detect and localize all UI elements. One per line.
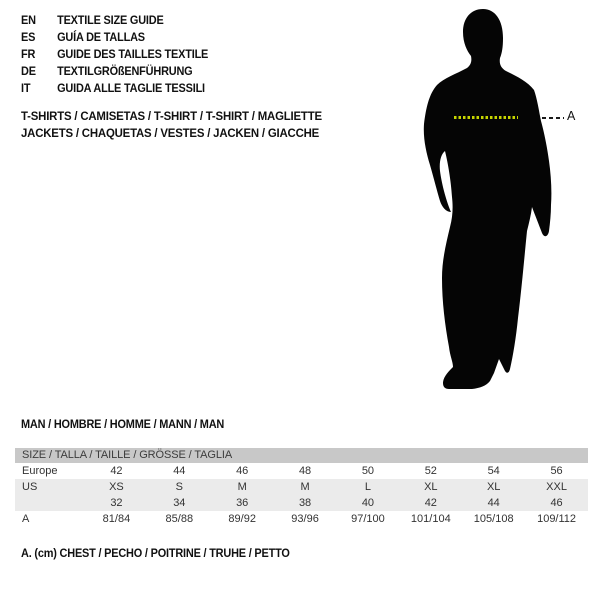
language-row bbox=[21, 63, 208, 80]
size-cell: 40 bbox=[361, 497, 375, 509]
size-cell: 34 bbox=[173, 497, 186, 509]
size-cell: 93/96 bbox=[291, 513, 319, 525]
man-silhouette bbox=[410, 0, 590, 400]
language-row bbox=[21, 29, 208, 46]
language-label: TEXTILE SIZE GUIDE bbox=[57, 14, 164, 27]
size-cell: 44 bbox=[487, 497, 500, 509]
size-cell: 36 bbox=[236, 497, 249, 509]
language-list bbox=[21, 12, 208, 97]
language-row bbox=[21, 80, 208, 97]
table-row-europe bbox=[15, 463, 588, 479]
size-cell: 56 bbox=[550, 465, 563, 477]
size-cell: XL bbox=[486, 481, 501, 493]
size-cell: 46 bbox=[236, 465, 249, 477]
size-cell: XS bbox=[109, 481, 124, 493]
row-label bbox=[15, 495, 85, 511]
language-label: GUÍA DE TALLAS bbox=[57, 31, 145, 44]
size-cell: 54 bbox=[487, 465, 500, 477]
size-cell: M bbox=[300, 481, 310, 493]
language-label: GUIDE DES TAILLES TEXTILE bbox=[57, 48, 209, 61]
size-cell: 48 bbox=[298, 465, 312, 477]
row-label: Europe bbox=[22, 465, 58, 477]
size-cell: 109/112 bbox=[537, 513, 577, 525]
category-lines bbox=[21, 108, 322, 142]
size-cell: M bbox=[237, 481, 247, 493]
language-code: ES bbox=[21, 31, 36, 44]
row-label: A bbox=[22, 513, 30, 525]
category-line-jackets: JACKETS / CHAQUETAS / VESTES / JACKEN / GIACCHE bbox=[21, 126, 320, 140]
section-title-man: MAN / HOMBRE / HOMME / MANN / MAN bbox=[21, 419, 225, 431]
size-cell: L bbox=[364, 481, 371, 493]
size-cell: 89/92 bbox=[228, 513, 256, 525]
language-code: FR bbox=[21, 48, 36, 61]
size-cell: 52 bbox=[424, 465, 437, 477]
language-label: TEXTILGRÖßENFÜHRUNG bbox=[57, 65, 193, 78]
chest-measure-line-accent bbox=[454, 116, 518, 119]
size-cell: 42 bbox=[424, 497, 437, 509]
size-cell: XXL bbox=[546, 481, 567, 493]
size-table bbox=[15, 448, 588, 527]
size-cell: 50 bbox=[361, 465, 375, 477]
size-cell: 85/88 bbox=[165, 513, 194, 525]
language-label: GUIDA ALLE TAGLIE TESSILI bbox=[57, 82, 205, 95]
category-line-tshirts: T-SHIRTS / CAMISETAS / T-SHIRT / T-SHIRT / MAGLIETTE bbox=[21, 109, 322, 123]
row-label: US bbox=[22, 481, 38, 493]
measure-a-label: A bbox=[567, 109, 576, 123]
table-row-intl bbox=[15, 495, 588, 511]
size-cell: 46 bbox=[550, 497, 563, 509]
table-band bbox=[15, 479, 588, 511]
size-cell: 42 bbox=[110, 465, 123, 477]
size-figure bbox=[410, 0, 590, 400]
size-cell: 44 bbox=[173, 465, 186, 477]
table-row-us bbox=[15, 479, 588, 495]
chest-measure-line-outer bbox=[542, 117, 564, 119]
language-row bbox=[21, 12, 208, 29]
size-cell: 105/108 bbox=[473, 513, 514, 525]
size-table-header: SIZE / TALLA / TAILLE / GRÖSSE / TAGLIA bbox=[15, 448, 588, 463]
language-row bbox=[21, 46, 208, 63]
language-code: IT bbox=[21, 82, 31, 95]
size-cell: S bbox=[175, 481, 183, 493]
footnote-chest: A. (cm) CHEST / PECHO / POITRINE / TRUHE / PETTO bbox=[21, 548, 290, 560]
size-cell: 38 bbox=[298, 497, 312, 509]
language-code: DE bbox=[21, 65, 36, 78]
language-code: EN bbox=[21, 14, 36, 27]
size-cell: 97/100 bbox=[351, 513, 385, 525]
size-cell: 81/84 bbox=[102, 513, 131, 525]
size-cell: 32 bbox=[110, 497, 123, 509]
size-cell: 101/104 bbox=[410, 513, 451, 525]
size-cell: XL bbox=[424, 481, 438, 493]
table-row-a bbox=[15, 511, 588, 527]
